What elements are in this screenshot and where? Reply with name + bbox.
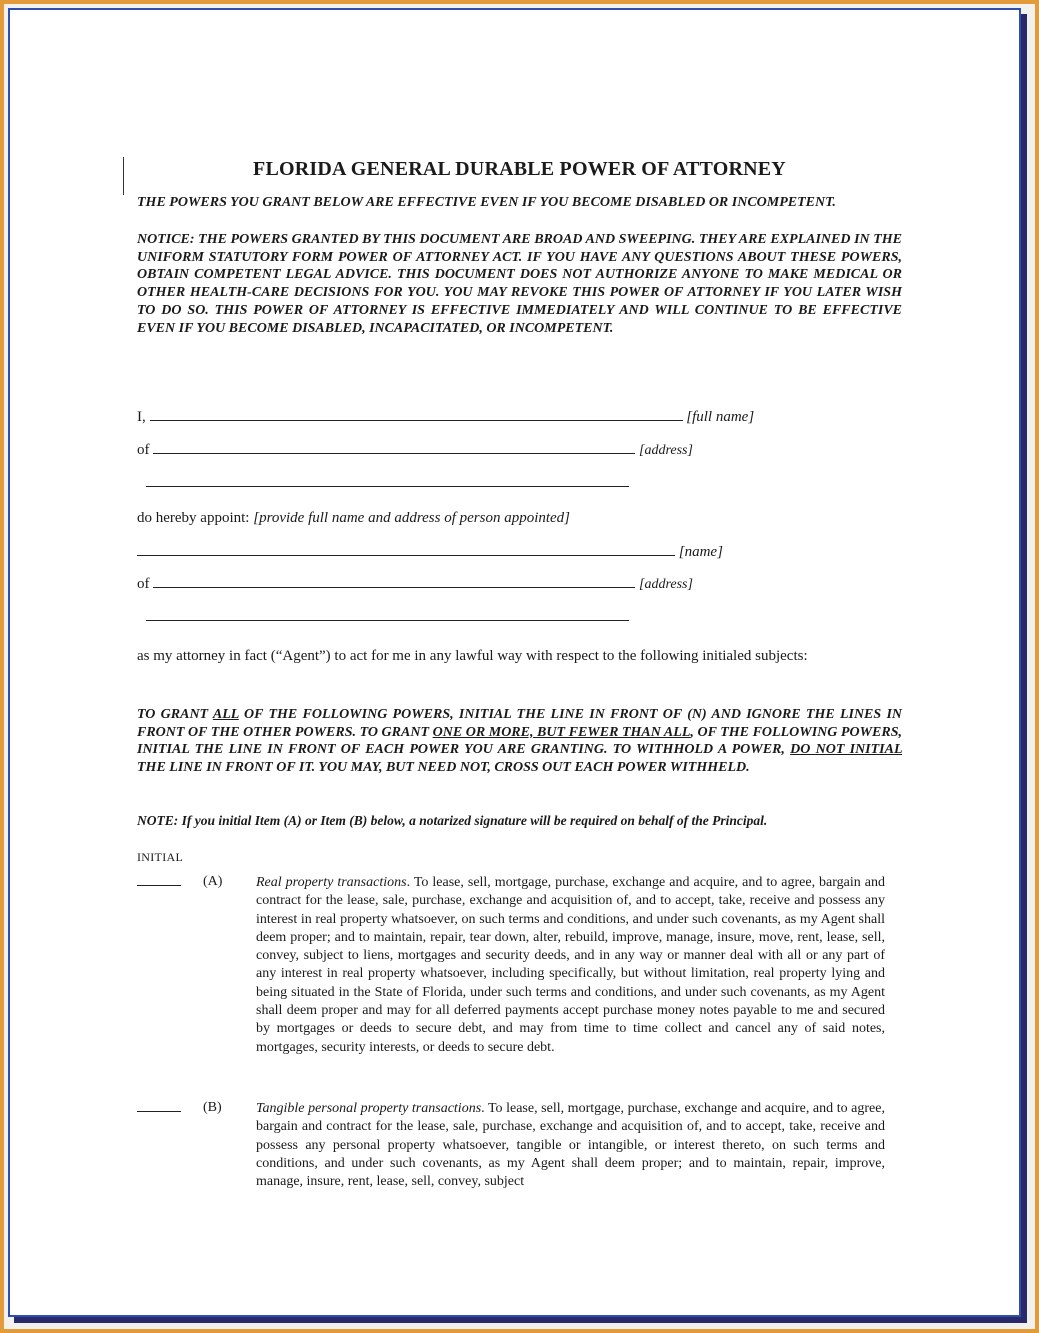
instructions-do-not-initial: DO NOT INITIAL <box>790 742 902 758</box>
instructions-one-or-more: ONE OR MORE, BUT FEWER THAN ALL <box>432 724 691 740</box>
principal-address-hint: [address] <box>639 443 693 458</box>
instructions-all: ALL <box>212 707 239 722</box>
initial-field-b[interactable] <box>137 1111 181 1112</box>
principal-of-label: of <box>137 442 150 458</box>
agent-address-hint: [address] <box>639 577 693 592</box>
item-body-b: . To lease, sell, mortgage, purchase, exchange and acquire, and to agree, bargain and contract for the lease, sale, purchase, exchange and acquisition of, and to accept, take, receive and possess any personal property whatsoever, tangible or intangible, or interest thereto, on such terms and conditions, and under such covenants, as my Agent shall deem proper; and to maintain, repair, improve, manage, insure, rent, lease, sell, convey, subject <box>256 1101 885 1190</box>
appointment-text: do hereby appoint: <box>137 510 250 526</box>
principal-prefix: I, <box>137 409 146 425</box>
instructions-paragraph <box>137 706 902 777</box>
item-body-a: . To lease, sell, mortgage, purchase, exchange and acquire, and to agree, bargain and contract for the lease, sale, purchase, exchange and acquisition of, and to accept, take, receive and possess any interest in real property whatsoever, on such terms and conditions, and under such covenants, as my Agent shall deem proper; and to maintain, repair, tear down, alter, rebuild, improve, manage, insure, move, rent, lease, sell, convey, subject to liens, mortgages and security deeds, and in any way or manner deal with all or any part of any interest in real property whatsoever, including specifically, but without limitation, real property lying and being situated in the State of Florida, under such terms and conditions, and under such covenants, as my Agent shall deem proper and may for all deferred payments accept purchase money notes payable to me and secured by mortgages or deeds to secure debt, and may from time to time collect and cancel any of said notes, mortgages, security interests, or deeds to secure debt. <box>256 875 885 1055</box>
document-subtitle: THE POWERS YOU GRANT BELOW ARE EFFECTIVE EVEN IF YOU BECOME DISABLED OR INCOMPETENT. <box>137 195 836 210</box>
item-letter-b: (B) <box>203 1100 222 1115</box>
principal-address-field-2[interactable] <box>146 474 629 487</box>
appointment-line <box>137 510 570 527</box>
principal-name-line <box>137 408 754 426</box>
instructions-part-4: THE LINE IN FRONT OF IT. YOU MAY, BUT NEED NOT, CROSS OUT EACH POWER WITHHELD. <box>137 760 750 776</box>
instructions-part-3: , OF THE FOLLOWING POWERS, INITIAL THE LINE IN FRONT OF EACH POWER YOU ARE GRANTING. TO WITHHOLD A POWER, <box>137 724 903 758</box>
item-text-b <box>256 1100 885 1191</box>
agent-name-line <box>137 543 723 561</box>
notarization-note: NOTE: If you initial Item (A) or Item (B) below, a notarized signature will be required on behalf of the Principal. <box>137 813 768 828</box>
agent-address-line <box>137 575 693 593</box>
principal-address-line <box>137 441 693 459</box>
instructions-part-1: TO GRANT <box>137 707 213 722</box>
principal-address-field[interactable] <box>153 441 635 454</box>
initial-field-a[interactable] <box>137 885 181 886</box>
instructions-part-2: OF THE FOLLOWING POWERS, INITIAL THE LINE IN FRONT OF (N) AND IGNORE THE LINES IN FRONT OF THE OTHER POWERS. TO GRANT <box>137 707 902 740</box>
item-letter-a: (A) <box>203 874 223 889</box>
initial-column-label: INITIAL <box>137 850 184 864</box>
notice-paragraph: NOTICE: THE POWERS GRANTED BY THIS DOCUMENT ARE BROAD AND SWEEPING. THEY ARE EXPLAINED IN THE UNIFORM STATUTORY FORM POWER OF ATTORNEY ACT. IF YOU HAVE ANY QUESTIONS ABOUT THESE POWERS, OBTAIN COMPETENT LEGAL ADVICE. THIS DOCUMENT DOES NOT AUTHORIZE ANYONE TO MAKE MEDICAL OR OTHER HEALTH-CARE DECISIONS FOR YOU. YOU MAY REVOKE THIS POWER OF ATTORNEY IF YOU LATER WISH TO DO SO. THIS POWER OF ATTORNEY IS EFFECTIVE IMMEDIATELY AND WILL CONTINUE TO BE EFFECTIVE EVEN IF YOU BECOME DISABLED, INCAPACITATED, OR INCOMPETENT. <box>137 232 902 336</box>
agent-paragraph: as my attorney in fact (“Agent”) to act for me in any lawful way with respect to the following initialed subjects: <box>137 648 808 664</box>
item-title-a: Real property transactions <box>256 875 407 890</box>
item-title-b: Tangible personal property transactions <box>256 1101 482 1116</box>
agent-address-field-2[interactable] <box>146 608 629 621</box>
principal-name-field[interactable] <box>150 408 683 421</box>
appointment-hint: [provide full name and address of person appointed] <box>253 510 571 526</box>
agent-address-line-2 <box>146 608 629 626</box>
agent-address-field[interactable] <box>153 575 635 588</box>
document-title: FLORIDA GENERAL DURABLE POWER OF ATTORNEY <box>253 158 786 180</box>
agent-name-hint: [name] <box>678 544 723 560</box>
full-name-hint: [full name] <box>686 409 755 425</box>
principal-address-line-2 <box>146 474 629 492</box>
item-text-a <box>256 874 885 1057</box>
agent-of-label: of <box>137 576 150 592</box>
agent-name-field[interactable] <box>137 543 675 556</box>
